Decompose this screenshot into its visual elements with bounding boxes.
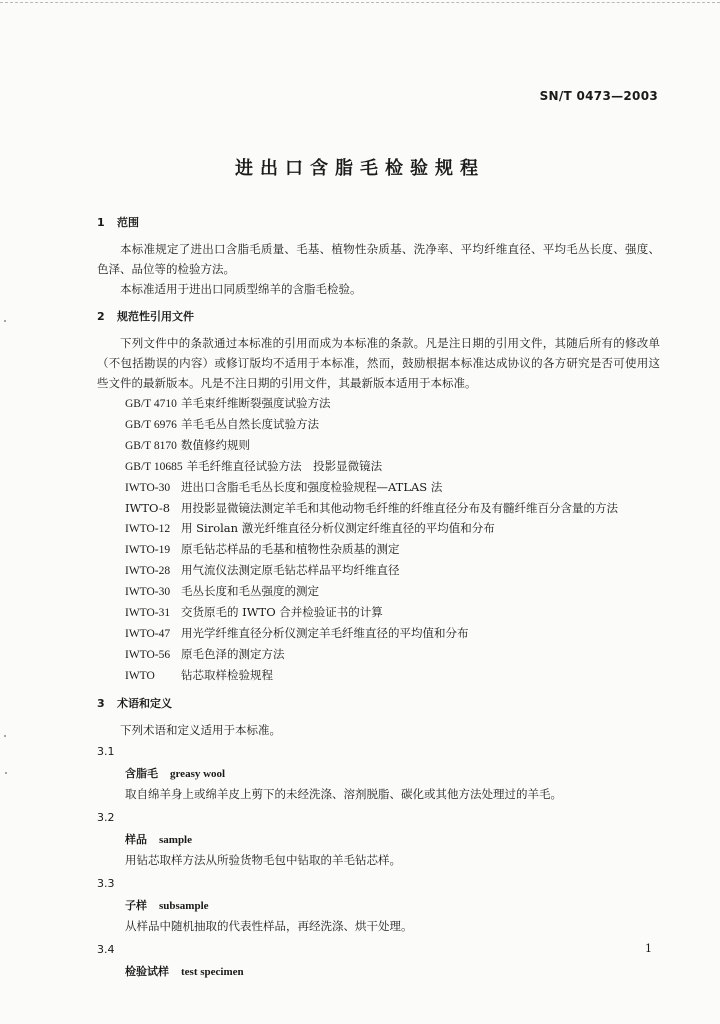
term-name	[97, 764, 660, 784]
reference-code: IWTO-47	[125, 628, 171, 640]
reference-code: IWTO-30	[125, 586, 171, 598]
section-number: 3	[97, 697, 105, 710]
reference-item	[97, 539, 660, 560]
reference-item	[97, 414, 660, 435]
reference-title: 钻芯取样检验规程	[181, 668, 273, 682]
reference-code: IWTO-12	[125, 523, 171, 535]
reference-title: 用光学纤维直径分析仪测定羊毛纤维直径的平均值和分布	[181, 626, 469, 640]
reference-code: IWTO-8	[125, 501, 171, 515]
reference-title: 用气流仪法测定原毛钻芯样品平均纤维直径	[181, 563, 400, 577]
section-heading-scope	[97, 213, 660, 233]
section-heading-references	[97, 307, 660, 327]
term-en: sample	[159, 834, 192, 846]
term-en: greasy wool	[170, 768, 226, 780]
term-zh: 样品	[125, 833, 147, 846]
term-number: 3.4	[97, 943, 115, 956]
reference-item	[97, 644, 660, 665]
term-number: 3.1	[97, 745, 115, 758]
term-entry	[97, 940, 660, 982]
reference-title: 用投影显微镜法测定羊毛和其他动物毛纤维的纤维直径分布及有髓纤维百分含量的方法	[181, 501, 618, 515]
term-zh: 子样	[125, 899, 147, 912]
term-zh: 检验试样	[125, 965, 169, 978]
reference-code: IWTO-28	[125, 565, 171, 577]
reference-item	[97, 560, 660, 581]
term-entry	[97, 742, 660, 804]
reference-title: 原毛色泽的测定方法	[181, 647, 285, 661]
term-definition: 用钻芯取样方法从所验货物毛包中钻取的羊毛钻芯样。	[125, 853, 401, 867]
scope-paragraph: 本标准规定了进出口含脂毛质量、毛基、植物性杂质基、洗净率、平均纤维直径、平均毛丛长度、强度、色泽、品位等的检验方法。	[97, 242, 660, 276]
reference-code: IWTO-56	[125, 649, 171, 661]
scan-top-edge	[0, 2, 720, 4]
term-en: test specimen	[181, 966, 244, 978]
term-number: 3.2	[97, 811, 115, 824]
section-number: 1	[97, 216, 105, 229]
term-zh: 含脂毛	[125, 767, 158, 780]
scan-speck	[4, 320, 6, 322]
scope-paragraph: 本标准适用于进出口同质型绵羊的含脂毛检验。	[120, 282, 362, 296]
term-name	[97, 896, 660, 916]
section-title: 术语和定义	[117, 697, 172, 710]
references-intro: 下列文件中的条款通过本标准的引用而成为本标准的条款。凡是注日期的引用文件，其随后所有的修改单（不包括勘误的内容）或修订版均不适用于本标准，然而，鼓励根据本标准达成协议的各方研究是否可使用这些文件的最新版本。凡是不注日期的引用文件，其最新版本适用于本标准。	[97, 336, 660, 390]
reference-item	[97, 581, 660, 602]
term-definition: 从样品中随机抽取的代表性样品，再经洗涤、烘干处理。	[125, 919, 413, 933]
reference-title: 羊毛束纤维断裂强度试验方法	[181, 396, 331, 410]
term-definition: 取自绵羊身上或绵羊皮上剪下的未经洗涤、溶剂脱脂、碳化或其他方法处理过的羊毛。	[125, 787, 562, 801]
reference-item	[97, 477, 660, 498]
term-name	[97, 830, 660, 850]
section-title: 范围	[117, 216, 139, 229]
standard-number: SN/T 0473—2003	[539, 89, 658, 103]
reference-code: IWTO-19	[125, 544, 171, 556]
scan-speck	[4, 735, 6, 737]
term-en: subsample	[159, 900, 209, 912]
reference-item	[97, 456, 660, 477]
reference-code: IWTO	[125, 670, 155, 682]
reference-item	[97, 435, 660, 456]
section-heading-terms	[97, 694, 660, 714]
reference-item	[97, 602, 660, 623]
reference-code: IWTO-31	[125, 607, 171, 619]
reference-title: 进出口含脂毛毛丛长度和强度检验规程—ATLAS 法	[181, 480, 443, 494]
reference-title: 用 Sirolan 激光纤维直径分析仪测定纤维直径的平均值和分布	[181, 521, 495, 535]
reference-code: GB/T 10685	[125, 461, 183, 473]
reference-title: 毛丛长度和毛丛强度的测定	[181, 584, 319, 598]
scan-speck	[5, 772, 7, 774]
reference-item	[97, 393, 660, 414]
reference-item	[97, 518, 660, 539]
reference-item	[97, 665, 660, 686]
reference-title: 羊毛毛丛自然长度试验方法	[181, 417, 319, 431]
reference-title: 羊毛纤维直径试验方法 投影显微镜法	[186, 459, 383, 473]
document-title: 进出口含脂毛检验规程	[235, 158, 485, 179]
term-entry	[97, 808, 660, 870]
reference-list	[97, 393, 660, 686]
reference-item	[97, 623, 660, 644]
page-number: 1	[645, 942, 652, 955]
reference-item	[97, 498, 660, 518]
term-number: 3.3	[97, 877, 115, 890]
reference-code: IWTO-30	[125, 482, 171, 494]
term-name	[97, 962, 660, 982]
reference-code: GB/T 4710	[125, 398, 177, 410]
reference-code: GB/T 6976	[125, 419, 177, 431]
reference-title: 交货原毛的 IWTO 合并检验证书的计算	[181, 605, 383, 619]
document-body	[97, 208, 660, 982]
terms-intro: 下列术语和定义适用于本标准。	[120, 723, 281, 737]
section-number: 2	[97, 310, 105, 323]
reference-title: 数值修约规则	[181, 438, 250, 452]
term-entry	[97, 874, 660, 936]
section-title: 规范性引用文件	[117, 310, 194, 323]
reference-code: GB/T 8170	[125, 440, 177, 452]
reference-title: 原毛钻芯样品的毛基和植物性杂质基的测定	[181, 542, 400, 556]
